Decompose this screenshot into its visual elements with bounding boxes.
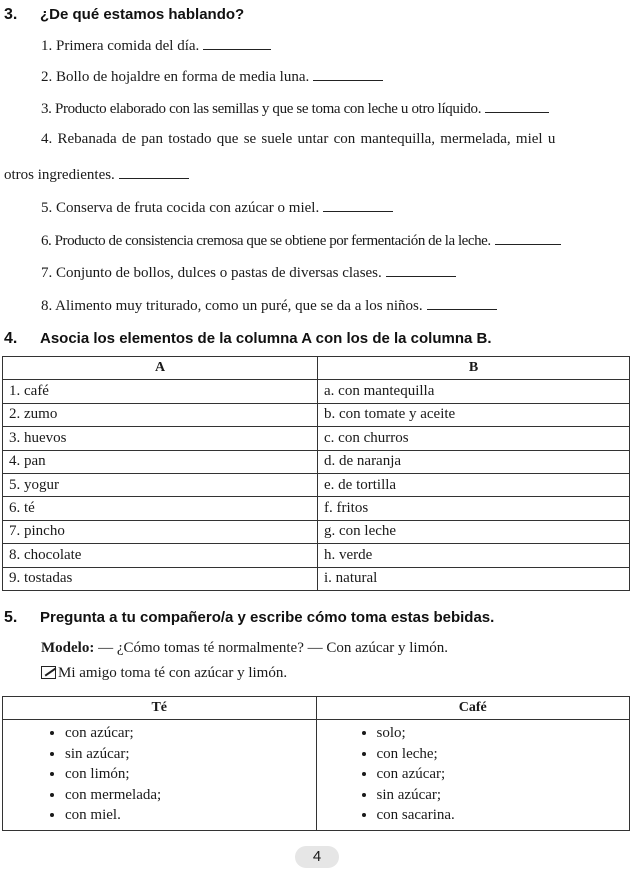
column-b-cell: e. de tortilla bbox=[318, 473, 630, 496]
list-item: • solo; bbox=[377, 723, 630, 744]
column-a-cell: 8. chocolate bbox=[3, 544, 318, 567]
drinks-table-body bbox=[3, 720, 630, 831]
model-label: Modelo: bbox=[41, 640, 95, 656]
list-item: • sin azúcar; bbox=[65, 744, 316, 765]
list-item: • con leche; bbox=[377, 744, 630, 765]
column-b-cell: i. natural bbox=[318, 567, 630, 590]
column-a-cell: 9. tostadas bbox=[3, 567, 318, 590]
section-3-title: ¿De qué estamos hablando? bbox=[40, 6, 245, 23]
column-b-header: B bbox=[318, 357, 630, 380]
question-4 bbox=[41, 131, 555, 148]
list-item: • con azúcar; bbox=[377, 764, 630, 785]
table-row bbox=[3, 567, 630, 590]
section-5-number: 5. bbox=[4, 609, 18, 626]
matching-table bbox=[2, 356, 630, 591]
question-4-continuation bbox=[4, 164, 189, 184]
question-8-text: 8. Alimento muy triturado, como un puré, que se da a los niños. bbox=[41, 298, 423, 314]
section-5-heading bbox=[4, 609, 494, 627]
column-a-cell: 2. zumo bbox=[3, 403, 318, 426]
model-answer bbox=[41, 665, 287, 682]
column-b-cell: c. con churros bbox=[318, 427, 630, 450]
question-8 bbox=[41, 295, 497, 315]
section-5-title: Pregunta a tu compañero/a y escribe cómo toma estas bebidas. bbox=[40, 609, 495, 626]
write-icon bbox=[41, 666, 56, 679]
section-4-number: 4. bbox=[4, 330, 18, 347]
column-b-cell: d. de naranja bbox=[318, 450, 630, 473]
list-item: • sin azúcar; bbox=[377, 785, 630, 806]
list-item: • con sacarina. bbox=[377, 805, 630, 826]
column-b-cell: h. verde bbox=[318, 544, 630, 567]
answer-blank-7[interactable] bbox=[386, 262, 456, 277]
drinks-table-header bbox=[3, 697, 630, 720]
column-a-cell: 3. huevos bbox=[3, 427, 318, 450]
answer-blank-1[interactable] bbox=[203, 35, 271, 50]
column-a-cell: 6. té bbox=[3, 497, 318, 520]
table-row bbox=[3, 403, 630, 426]
question-2 bbox=[41, 66, 383, 86]
list-item: • con miel. bbox=[65, 805, 316, 826]
cafe-options-list bbox=[317, 723, 630, 826]
table-row bbox=[3, 427, 630, 450]
list-item: • con azúcar; bbox=[65, 723, 316, 744]
model-dialogue-text: — ¿Cómo tomas té normalmente? — Con azúcar y limón. bbox=[94, 640, 448, 656]
model-dialogue bbox=[41, 640, 448, 657]
cafe-options-cell bbox=[316, 720, 630, 831]
question-2-text: 2. Bollo de hojaldre en forma de media luna. bbox=[41, 69, 310, 85]
question-7 bbox=[41, 262, 456, 282]
question-6 bbox=[41, 230, 561, 250]
section-3-heading bbox=[4, 6, 244, 24]
question-5 bbox=[41, 197, 393, 217]
section-3-number: 3. bbox=[4, 6, 18, 23]
te-options-cell bbox=[3, 720, 317, 831]
column-a-header: A bbox=[3, 357, 318, 380]
question-3 bbox=[41, 98, 549, 118]
question-6-text: 6. Producto de consistencia cremosa que se obtiene por fermentación de la leche. bbox=[41, 233, 491, 249]
answer-blank-5[interactable] bbox=[323, 197, 393, 212]
drinks-table bbox=[2, 696, 630, 831]
table-row bbox=[3, 497, 630, 520]
column-a-cell: 7. pincho bbox=[3, 520, 318, 543]
list-item: • con mermelada; bbox=[65, 785, 316, 806]
column-b-cell: g. con leche bbox=[318, 520, 630, 543]
question-1 bbox=[41, 35, 271, 55]
question-4-text: 4. Rebanada de pan tostado que se suele untar con mantequilla, mermelada, miel u bbox=[41, 131, 556, 147]
model-answer-text: Mi amigo toma té con azúcar y limón. bbox=[58, 665, 288, 681]
matching-table-header bbox=[3, 357, 630, 380]
section-4-title: Asocia los elementos de la columna A con los de la columna B. bbox=[40, 330, 492, 347]
column-b-cell: b. con tomate y aceite bbox=[318, 403, 630, 426]
column-a-cell: 1. café bbox=[3, 380, 318, 403]
table-row bbox=[3, 473, 630, 496]
column-b-cell: f. fritos bbox=[318, 497, 630, 520]
page-number: 4 bbox=[295, 846, 339, 868]
column-b-cell: a. con mantequilla bbox=[318, 380, 630, 403]
cafe-column-header: Café bbox=[316, 697, 630, 720]
column-a-cell: 5. yogur bbox=[3, 473, 318, 496]
te-column-header: Té bbox=[3, 697, 317, 720]
question-1-text: 1. Primera comida del día. bbox=[41, 38, 200, 54]
section-4-heading bbox=[4, 330, 492, 348]
te-options-list bbox=[3, 723, 316, 826]
column-a-cell: 4. pan bbox=[3, 450, 318, 473]
list-item: • con limón; bbox=[65, 764, 316, 785]
table-row bbox=[3, 544, 630, 567]
answer-blank-8[interactable] bbox=[427, 295, 497, 310]
table-row bbox=[3, 520, 630, 543]
question-4-text-cont: otros ingredientes. bbox=[4, 167, 115, 183]
answer-blank-2[interactable] bbox=[313, 66, 383, 81]
question-5-text: 5. Conserva de fruta cocida con azúcar o miel. bbox=[41, 200, 320, 216]
question-7-text: 7. Conjunto de bollos, dulces o pastas de diversas clases. bbox=[41, 265, 382, 281]
answer-blank-3[interactable] bbox=[485, 98, 549, 113]
table-row bbox=[3, 450, 630, 473]
answer-blank-6[interactable] bbox=[495, 230, 561, 245]
question-3-text: 3. Producto elaborado con las semillas y que se toma con leche u otro líquido. bbox=[41, 101, 482, 117]
answer-blank-4[interactable] bbox=[119, 164, 189, 179]
table-row bbox=[3, 380, 630, 403]
